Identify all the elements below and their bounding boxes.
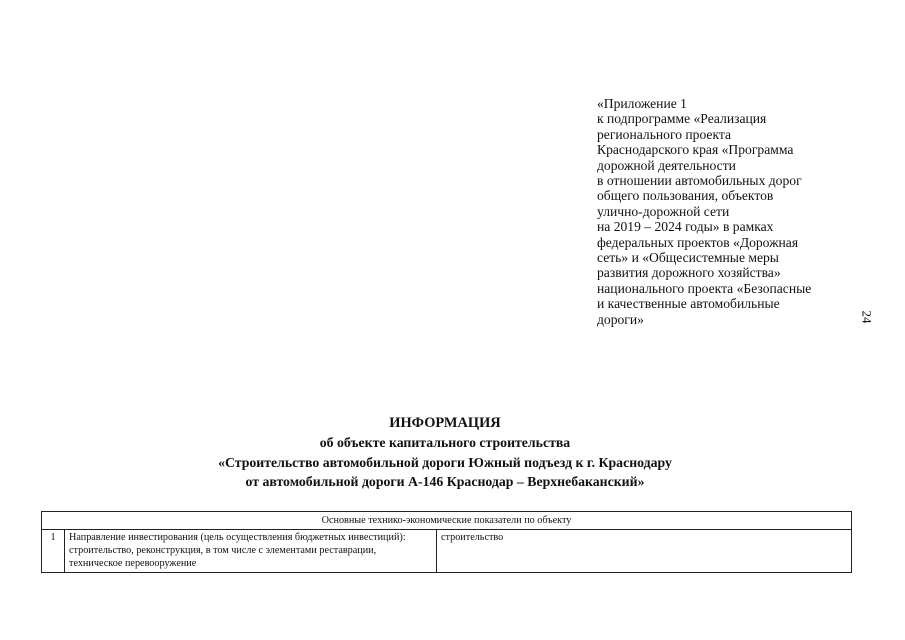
row-value: строительство: [437, 530, 852, 573]
indicators-table: [41, 511, 852, 573]
appendix-line: федеральных проектов «Дорожная: [597, 234, 799, 250]
title-subheading: об объекте капитального строительства: [319, 435, 571, 451]
appendix-line: к подпрограмме «Реализация: [597, 111, 767, 127]
appendix-line: на 2019 – 2024 годы» в рамках: [597, 219, 774, 235]
appendix-line: и качественные автомобильные: [597, 296, 780, 312]
appendix-note: [597, 96, 847, 327]
appendix-line: в отношении автомобильных дорог: [597, 173, 802, 189]
appendix-line: улично-дорожной сети: [597, 203, 730, 219]
appendix-line: национального проекта «Безопасные: [597, 280, 812, 296]
table-header: Основные технико-экономические показатели по объекту: [42, 512, 852, 530]
title-object-name-cont: от автомобильной дороги А-146 Краснодар – Верхнебаканский»: [245, 474, 645, 490]
appendix-line: дорожной деятельности: [597, 157, 736, 173]
appendix-line: развития дорожного хозяйства»: [597, 265, 781, 281]
appendix-line: «Приложение 1: [597, 96, 687, 111]
document-title: [140, 414, 750, 492]
row-number: 1: [42, 530, 65, 573]
row-label: Направление инвестирования (цель осуществления бюджетных инвестиций): строительство, реконструкция, в том числе с элементами реставрации, техническое перевооружение: [65, 530, 437, 573]
table-header-row: [42, 512, 852, 530]
appendix-line: сеть» и «Общесистемные меры: [597, 250, 779, 266]
appendix-line: регионального проекта: [597, 126, 732, 142]
appendix-line: Краснодарского края «Программа: [597, 142, 794, 158]
appendix-line: общего пользования, объектов: [597, 188, 774, 204]
title-object-name: «Строительство автомобильной дороги Южный подъезд к г. Краснодару: [218, 454, 672, 470]
page-number: 24: [859, 310, 875, 324]
appendix-line: дороги»: [597, 311, 644, 327]
table-row: [42, 530, 852, 573]
title-heading: ИНФОРМАЦИЯ: [389, 415, 501, 431]
